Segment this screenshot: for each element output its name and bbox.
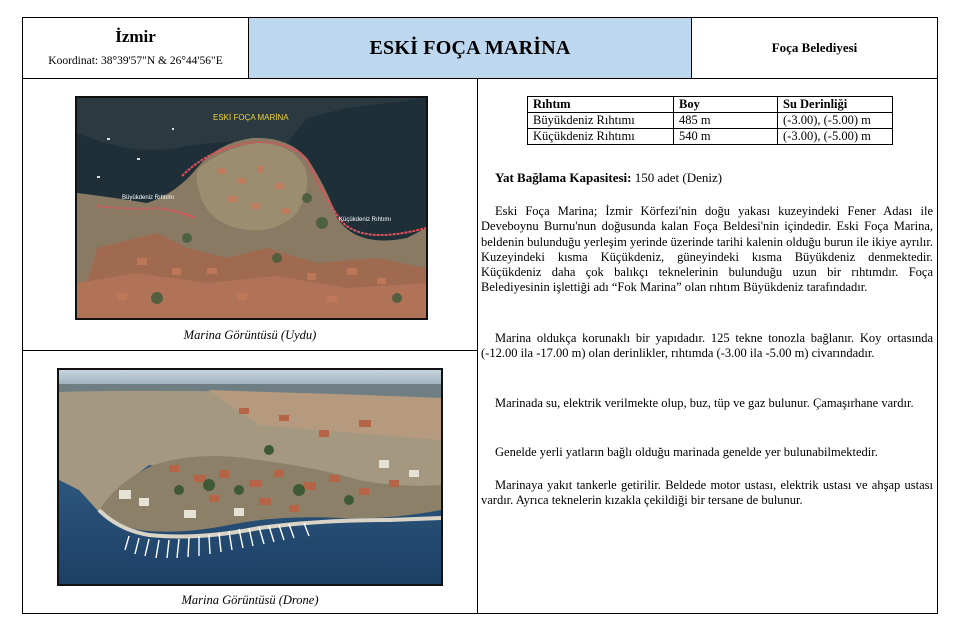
table-header-cell: Rıhtım [528, 97, 674, 113]
coordinates: Koordinat: 38°39'57"N & 26°44'56"E [48, 55, 223, 67]
table-cell: Küçükdeniz Rıhtımı [528, 129, 674, 145]
header-title-cell [249, 18, 692, 79]
table-cell: (-3.00), (-5.00) m [778, 129, 893, 145]
paragraph: Genelde yerli yatların bağlı olduğu marinada genelde yer bulunabilmektedir. [495, 445, 878, 459]
table-cell: 485 m [674, 113, 778, 129]
vertical-divider [477, 79, 478, 613]
satellite-label-marina: ESKİ FOÇA MARİNA [213, 113, 289, 122]
table-row [528, 113, 893, 129]
table-row [528, 129, 893, 145]
paragraph: Marinaya yakıt tankerle getirilir. Beldede motor ustası, elektrik ustası ve ahşap ustası vardır. Ayrıca teknelerin kızakla çekildiği bir tersane de bulunur. [481, 478, 933, 508]
quays-table [527, 96, 893, 145]
paragraph: Marina oldukça korunaklı bir yapıdadır. 125 tekne tonozla bağlanır. Koy ortasında (-12.00 ila -17.00 m) olan derinlikler, rıhtımda (-3.00 ila -5.00 m) civarındadır. [481, 331, 933, 361]
capacity-label: Yat Bağlama Kapasitesi: [495, 170, 632, 185]
satellite-caption: Marina Görüntüsü (Uydu) [183, 328, 317, 342]
table-header-row [528, 97, 893, 113]
city-name: İzmir [115, 27, 156, 46]
header-organization-cell [692, 18, 937, 79]
header-location-cell [23, 18, 249, 79]
page-title: ESKİ FOÇA MARİNA [369, 36, 571, 59]
satellite-label-kucukdeniz: Küçükdeniz Rıhtımı [339, 217, 392, 223]
table-header-cell: Boy [674, 97, 778, 113]
horizontal-divider [23, 350, 477, 351]
drone-caption: Marina Görüntüsü (Drone) [181, 593, 319, 607]
table-cell: 540 m [674, 129, 778, 145]
capacity-line [495, 170, 722, 186]
capacity-value: 150 adet (Deniz) [634, 170, 723, 185]
satellite-label-buyukdeniz: Büyükdeniz Rıhtımı [122, 195, 175, 201]
table-header-cell: Su Derinliği [778, 97, 893, 113]
drone-image [57, 368, 443, 586]
organization-name: Foça Belediyesi [771, 40, 858, 55]
info-sheet [22, 17, 938, 614]
paragraph: Eski Foça Marina; İzmir Körfezi'nin doğu yakası kuzeyindeki Fener Adası ile Deveboynu Burnu'nun doğusunda kalan Foça Beldesi'nin içindedir. Eski Foça Marina, beldenin bulunduğu yerleşim yerinde üzerinde tarihi kalenin olduğu burun ile ikiye ayrılır. Kuzeyindeki kısma Küçükdeniz, güneyindeki kısma Büyükdeniz denmektedir. Küçükdeniz daha çok balıkçı teknelerinin bulunduğu uzun bir rıhtımdır. Foça Belediyesinin işlettiği adı “Fok Marina” olan rıhtım Büyükdeniz tarafındadır. [481, 204, 933, 295]
paragraph: Marinada su, elektrik verilmekte olup, buz, tüp ve gaz bulunur. Çamaşırhane vardır. [495, 396, 914, 410]
table-cell: Büyükdeniz Rıhtımı [528, 113, 674, 129]
table-cell: (-3.00), (-5.00) m [778, 113, 893, 129]
satellite-image [75, 96, 428, 320]
